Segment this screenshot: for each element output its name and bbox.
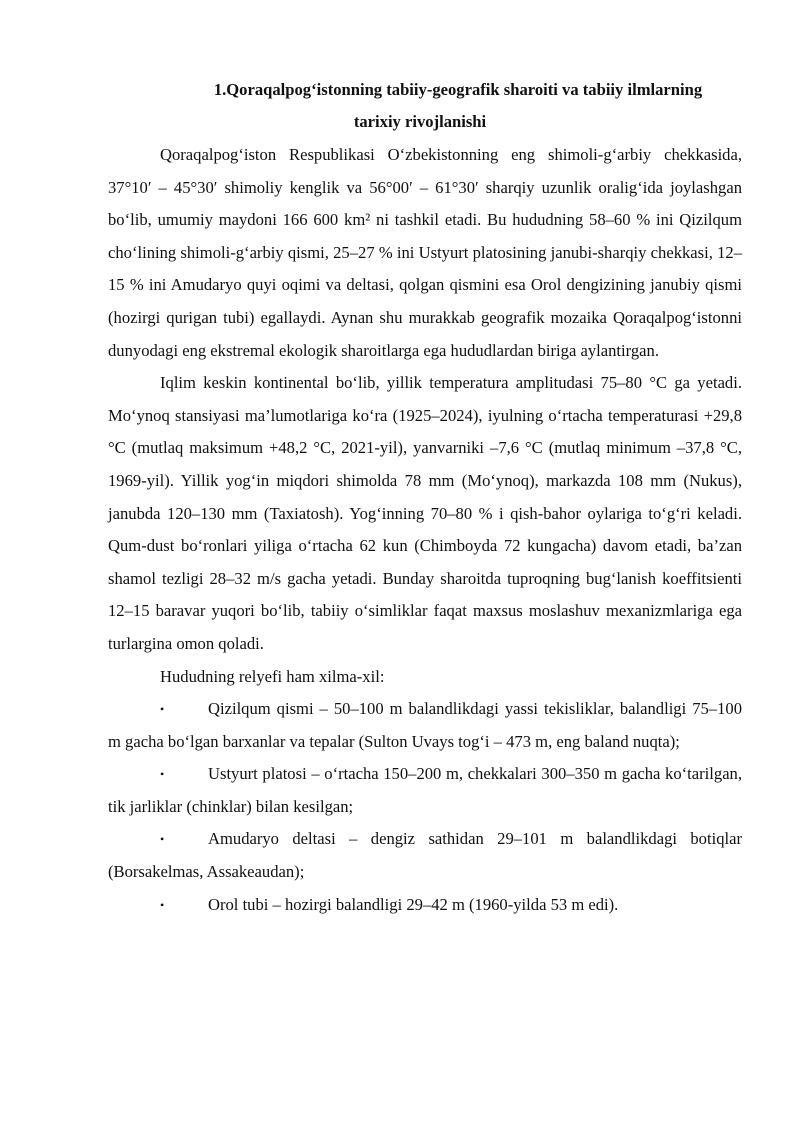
document-body	[108, 139, 742, 921]
list-item	[108, 758, 742, 823]
bullet-icon: •	[160, 832, 165, 847]
list-item-text: Ustyurt platosi – o‘rtacha 150–200 m, chekkalari 300–350 m gacha ko‘tarilgan, tik jarliklar (chinklar) bilan kesilgan;	[108, 764, 742, 816]
list-item	[108, 889, 742, 922]
list-item	[108, 693, 742, 758]
list-item-text: Amudaryo deltasi – dengiz sathidan 29–101 m balandlikdagi botiqlar (Borsakelmas, Assakeaudan);	[108, 829, 742, 882]
page-title	[100, 74, 740, 138]
paragraph-climate: Iqlim keskin kontinental bo‘lib, yillik temperatura amplitudasi 75–80 °C ga yetadi. Mo‘ynoq stansiyasi ma’lumotlariga ko‘ra (1925–2024), iyulning o‘rtacha temperaturasi +29,8 °C (mutlaq maksimum +48,2 °C, 2021-yil), yanvarniki –7,6 °C (mutlaq minimum –37,8 °C, 1969-yil). Yillik yog‘in miqdori shimolda 78 mm (Mo‘ynoq), markazda 108 mm (Nukus), janubda 120–130 mm (Taxiatosh). Yog‘inning 70–80 % i qish-bahor oylariga to‘g‘ri keladi. Qum-dust bo‘ronlari yiliga o‘rtacha 62 kun (Chimboyda 72 kungacha) davom etadi, ba’zan shamol tezligi 28–32 m/s gacha yetadi. Bunday sharoitda tuproqning bug‘lanish koeffitsienti 12–15 baravar yuqori bo‘lib, tabiiy o‘simliklar faqat maxsus moslashuv mexanizmlariga ega turlargina omon qoladi.	[108, 373, 742, 653]
list-item	[108, 823, 742, 888]
list-item-text: Orol tubi – hozirgi balandligi 29–42 m (1960-yilda 53 m edi).	[208, 894, 619, 914]
bullet-icon: •	[160, 702, 165, 717]
paragraph-location: Qoraqalpog‘iston Respublikasi O‘zbekistonning eng shimoli-g‘arbiy chekkasida, 37°10′ – 45°30′ shimoliy kenglik va 56°00′ – 61°30′ sharqiy uzunlik oralig‘ida joylashgan bo‘lib, umumiy maydoni 166 600 km² ni tashkil etadi. Bu hududning 58–60 % ini Qizilqum cho‘lining shimoli-g‘arbiy qismi, 25–27 % ini Ustyurt platosining janubi-sharqiy chekkasi, 12–15 % ini Amudaryo quyi oqimi va deltasi, qolgan qismini esa Orol dengizining janubiy qismi (hozirgi qurigan tubi) egallaydi. Aynan shu murakkab geografik mozaika Qoraqalpog‘istonni dunyodagi eng ekstremal ekologik sharoitlarga ega hududlardan biriga aylantirgan.	[108, 145, 742, 360]
bullet-icon: •	[160, 767, 165, 782]
list-item-text: Qizilqum qismi – 50–100 m balandlikdagi yassi tekisliklar, balandligi 75–100 m gacha bo‘lgan barxanlar va tepalar (Sulton Uvays tog‘i – 473 m, eng baland nuqta);	[108, 699, 742, 751]
bullet-icon: •	[160, 897, 165, 912]
paragraph-relief-intro: Hududning relyefi ham xilma-xil:	[160, 666, 385, 686]
title-line-2: tarixiy rivojlanishi	[353, 112, 487, 131]
title-line-1: 1.Qoraqalpog‘istonning tabiiy-geografik sharoiti va tabiiy ilmlarning	[213, 80, 703, 99]
